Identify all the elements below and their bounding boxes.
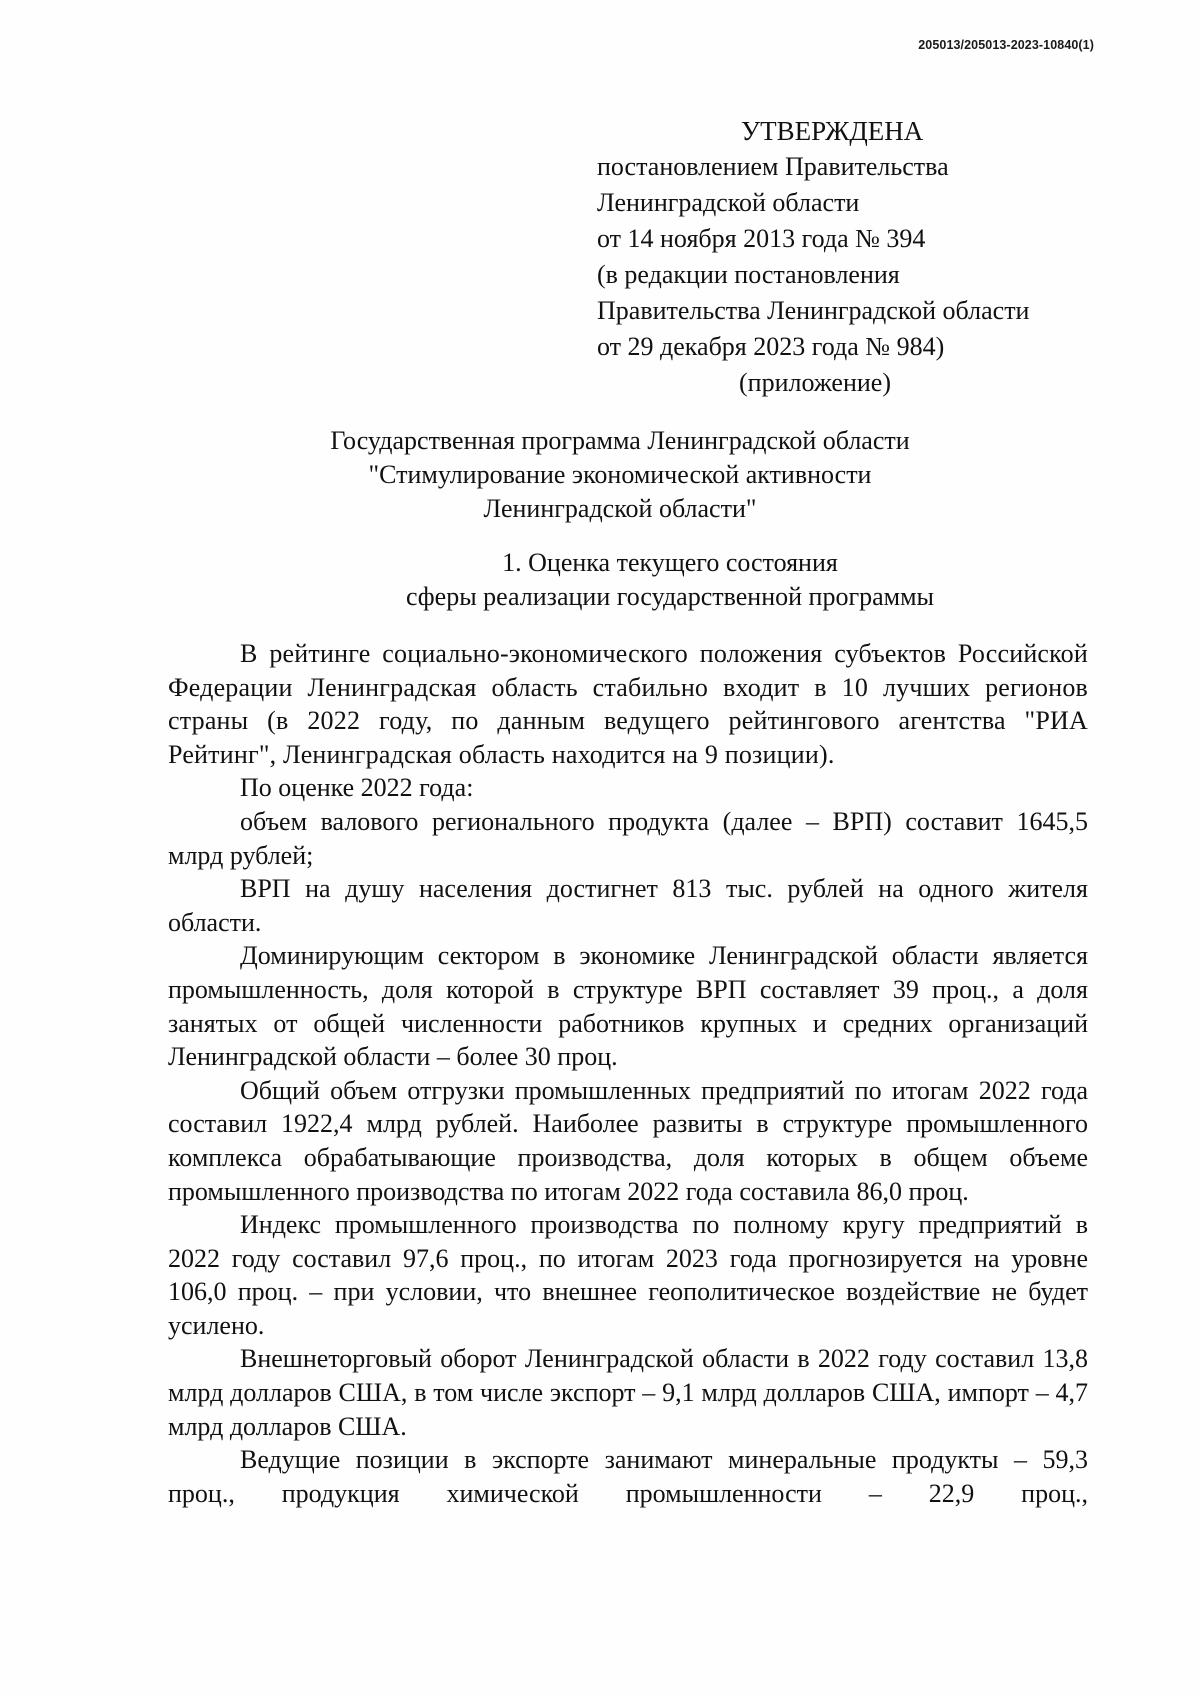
paragraph: Общий объем отгрузки промышленных предприятий по итогам 2022 года составил 1922,4 млрд рублей. Наиболее развиты в структуре промышленного комплекса обрабатывающие производства, доля которых в общем объеме промышленного производства по итогам 2022 года составила 86,0 проц. [168,1075,1088,1206]
section-title-line: сферы реализации государственной программы [405,582,935,611]
section-title-line: 1. Оценка текущего состояния [502,548,838,577]
paragraph: объем валового регионального продукта (далее – ВРП) составит 1645,5 млрд рублей; [168,806,1088,870]
approval-line: от 14 ноября 2013 года № 394 [597,224,926,253]
paragraph: Индекс промышленного производства по полному кругу предприятий в 2022 году составил 97,6 проц., по итогам 2023 года прогнозируется на уровне 106,0 проц. – при условии, что внешнее геополитическое воздействие не будет усилено. [168,1210,1088,1340]
document-body [168,637,1088,1510]
program-title-line: Ленинградской области" [483,494,757,523]
document-id: 205013/205013-2023-10840(1) [918,38,1094,52]
approval-line: постановлением Правительства [597,152,949,181]
section-title [320,546,1020,614]
approval-block [597,113,1117,401]
paragraph: Доминирующим сектором в экономике Ленинградской области является промышленность, доля которой в структуре ВРП составляет 39 проц., а доля занятых от общей численности работников крупных и средних организаций Ленинградской области – более 30 проц. [168,941,1088,1072]
paragraph: По оценке 2022 года: [240,773,474,803]
program-title [270,424,970,526]
approval-title: УТВЕРЖДЕНА [741,116,924,146]
approval-line: (в редакции постановления [597,260,900,289]
program-title-line: Государственная программа Ленинградской области [330,426,910,455]
paragraph: В рейтинге социально-экономического положения субъектов Российской Федерации Ленинградская область стабильно входит в 10 лучших регионов страны (в 2022 году, по данным ведущего рейтингового агентства "РИА Рейтинг", Ленинградская область находится на 9 позиции). [168,639,1088,769]
program-title-line: "Стимулирование экономической активности [368,460,872,489]
approval-line: Правительства Ленинградской области [597,296,1030,325]
paragraph: Внешнеторговый оборот Ленинградской области в 2022 году составил 13,8 млрд долларов США, в том числе экспорт – 9,1 млрд долларов США, импорт – 4,7 млрд долларов США. [168,1344,1088,1441]
approval-line: Ленинградской области [597,188,860,217]
paragraph: ВРП на душу населения достигнет 813 тыс. рублей на одного жителя области. [168,874,1088,937]
approval-appendix: (приложение) [739,368,892,397]
paragraph: Ведущие позиции в экспорте занимают минеральные продукты – 59,3 проц., продукция химической промышленности – 22,9 проц., [168,1445,1088,1508]
approval-line: от 29 декабря 2023 года № 984) [597,332,945,361]
